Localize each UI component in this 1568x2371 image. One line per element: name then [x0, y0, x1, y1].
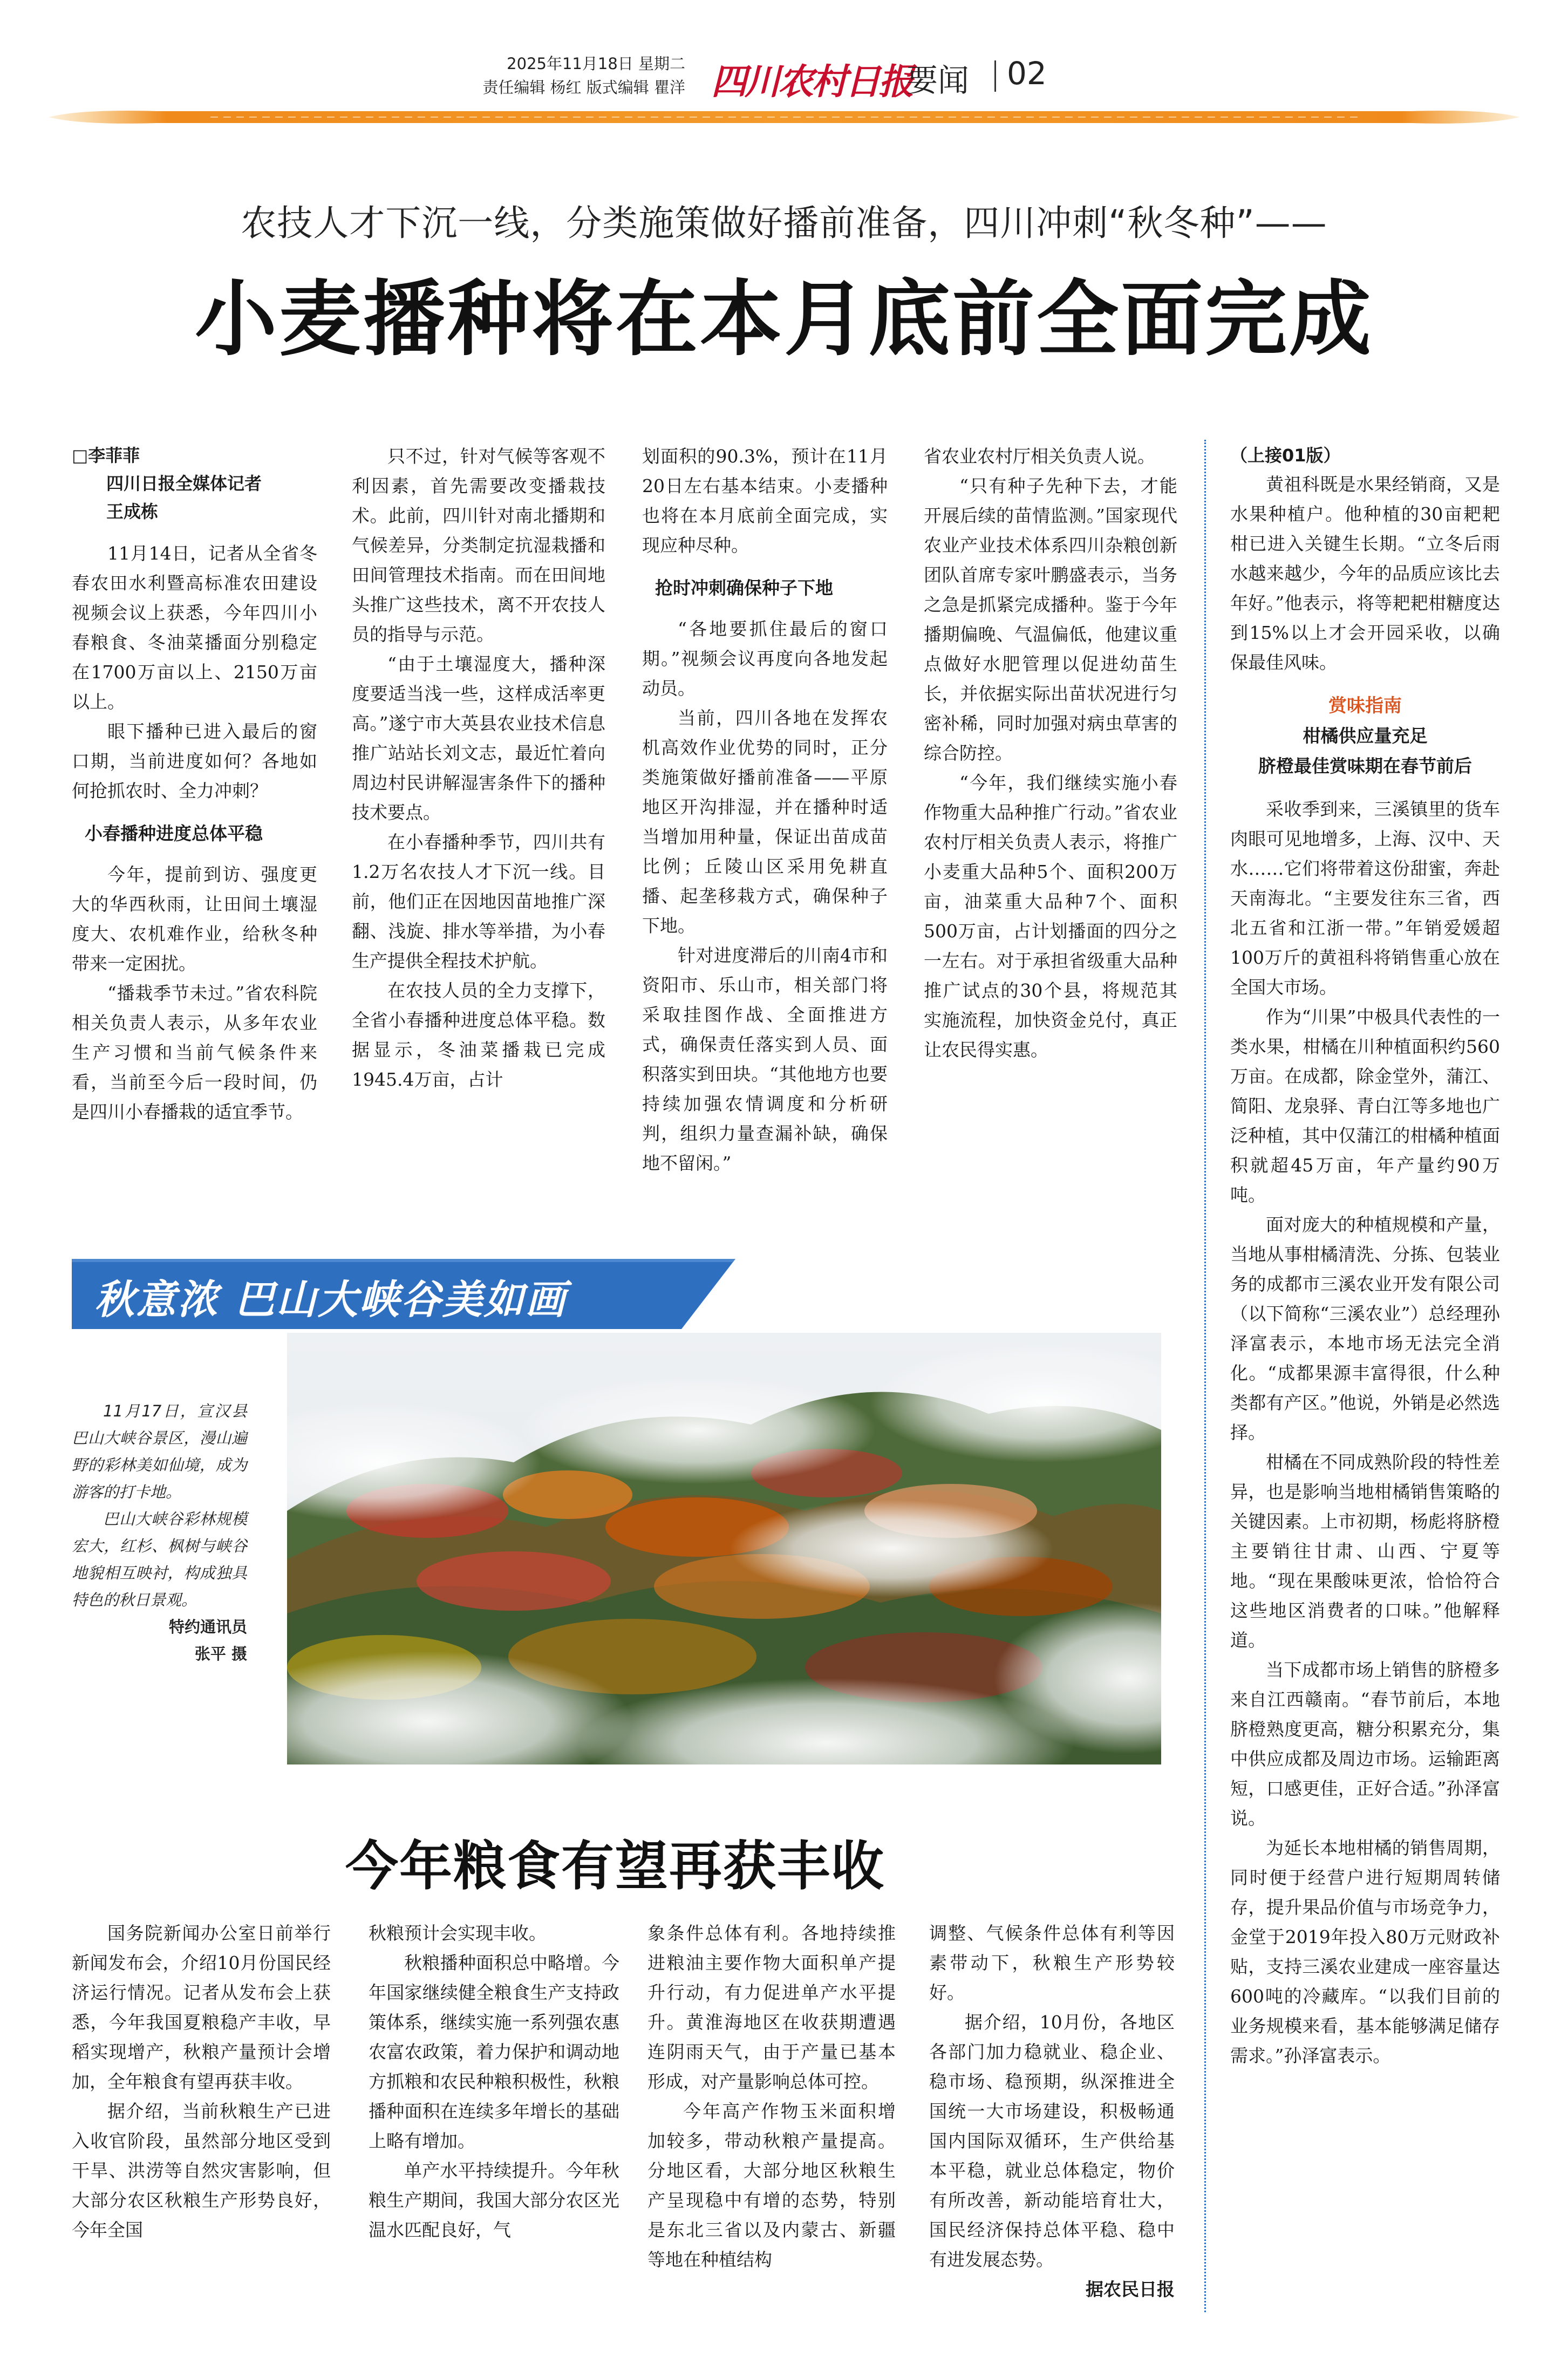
paragraph: “播栽季节未过。”省农科院相关负责人表示，从多年农业生产习惯和当前气候条件来看，当前至今后一段时间，仍是四川小春播栽的适宜季节。 [72, 983, 317, 1122]
photo-credit-name: 张平 摄 [194, 1645, 247, 1663]
paragraph: 柑橘在不同成熟阶段的特性差异，也是影响当地柑橘销售策略的关键因素。上市初期，杨彪将脐橙主要销往甘肃、山西、宁夏等地。“现在果酸味更浓，恰恰符合这些地区消费者的口味。”他解释道。 [1230, 1452, 1500, 1651]
paragraph: “各地要抓住最后的窗口期。”视频会议再度向各地发起动员。 [642, 618, 888, 699]
paragraph: 秋粮预计会实现丰收。 [369, 1923, 547, 1944]
article2-column-1 [72, 1918, 331, 2245]
photo-banner-title: 秋意浓 巴山大峡谷美如画 [94, 1277, 567, 1323]
paragraph: 作为“川果”中极具代表性的一类水果，柑橘在川种植面积约560万亩。在成都，除金堂外，蒲江、简阳、龙泉驿、青白江等多地也广泛种植，其中仅蒲江的柑橘种植面积就超45万亩，年产量约90万吨。 [1230, 1006, 1500, 1205]
paragraph: 省农业农村厅相关负责人说。 [924, 446, 1155, 467]
paragraph: 眼下播种已进入最后的窗口期，当前进度如何？各地如何抢抓农时、全力冲刺？ [72, 721, 317, 801]
paragraph: “只有种子先种下去，才能开展后续的苗情监测。”国家现代农业产业技术体系四川杂粮创新团队首席专家叶鹏盛表示，当务之急是抓紧完成播种。鉴于今年播期偏晚、气温偏低，他建议重点做好水肥管理以促进幼苗生长，并依据实际出苗状况进行匀密补稀，同时加强对病虫草害的综合防控。 [924, 475, 1177, 764]
headline-title: 小麦播种将在本月底前全面完成 [195, 271, 1373, 367]
issue-editors: 责任编辑 杨红 版式编辑 瞿洋 [482, 78, 685, 97]
byline-author-2: 王成栋 [106, 501, 159, 522]
photo-caption [72, 1398, 247, 1667]
photo-credit-role: 特约通讯员 [168, 1618, 247, 1636]
headline-kicker: 农技人才下沉一线，分类施策做好播前准备，四川冲刺“秋冬种”—— [241, 202, 1327, 244]
valley-photo [287, 1333, 1161, 1764]
section-divider [994, 60, 996, 92]
newspaper-logo: 四川农村日报 [711, 60, 912, 103]
paragraph: 象条件总体有利。各地持续推进粮油主要作物大面积单产提升行动，有力促进单产水平提升。黄淮海地区在收获期遭遇连阴雨天气，由于产量已基本形成，对产量影响总体可控。 [647, 1923, 896, 2092]
issue-date: 2025年11月18日 星期二 [507, 54, 685, 73]
column-divider [1204, 440, 1206, 2312]
masthead [0, 52, 1568, 103]
paragraph: 今年，提前到访、强度更大的华西秋雨，让田间土壤湿度大、农机难作业，给秋冬种带来一定困扰。 [72, 864, 317, 974]
paragraph: 据介绍，当前秋粮生产已进入收官阶段，虽然部分地区受到干旱、洪涝等自然灾害影响，但大部分农区秋粮生产形势良好，今年全国 [72, 2101, 331, 2240]
decorative-orange-band [49, 108, 1519, 126]
article2-source-credit: 据农民日报 [1086, 2279, 1175, 2300]
article2-column-4 [929, 1918, 1175, 2304]
paragraph: 当下成都市场上销售的脐橙多来自江西赣南。“春节前后，本地脐橙熟度更高，糖分积累充分，集中供应成都及周边市场。运输距离短，口感更佳，正好合适。”孙泽富说。 [1230, 1659, 1500, 1829]
sidebar-tag: 赏味指南 [1328, 695, 1402, 717]
article1-column-4 [924, 441, 1177, 1065]
paragraph: 今年高产作物玉米面积增加较多，带动秋粮产量提高。分地区看，大部分地区秋粮生产呈现稳中有增的态势，特别是东北三省以及内蒙古、新疆等地在种植结构 [647, 2101, 896, 2270]
subheading: 抢时冲刺确保种子下地 [655, 577, 833, 598]
sidebar-column [1230, 441, 1500, 2070]
paragraph: 划面积的90.3%，预计在11月20日左右基本结束。小麦播种也将在本月底前全面完成，实现应种尽种。 [642, 446, 888, 556]
paragraph: 针对进度滞后的川南4市和资阳市、乐山市，相关部门将采取挂图作战、全面推进方式，确保责任落实到人员、面积落实到田块。“其他地方也要持续加强农情调度和分析研判，组织力量查漏补缺，确保地不留闲。” [642, 945, 888, 1174]
byline-author: □李菲菲 [72, 445, 140, 466]
paragraph: 据介绍，10月份，各地区各部门加力稳就业、稳企业、稳市场、稳预期，纵深推进全国统一大市场建设，积极畅通国内国际双循环，生产供给基本平稳，就业总体稳定，物价有所改善，新动能培育壮大，国民经济保持总体平稳、稳中有进发展态势。 [929, 2012, 1175, 2270]
section-name: 要闻 [906, 62, 970, 99]
paragraph: 调整、气候条件总体有利等因素带动下，秋粮生产形势较好。 [929, 1923, 1175, 2003]
article1-column-1 [72, 441, 317, 1127]
issue-meta [442, 52, 685, 99]
paragraph: 黄祖科既是水果经销商，又是水果种植户。他种植的30亩耙耙柑已进入关键生长期。“立冬后雨水越来越少，今年的品质应该比去年好。”他表示，将等耙耙柑糖度达到15%以上才会开园采收，以确保最佳风味。 [1230, 474, 1500, 673]
article1-column-2 [352, 441, 605, 1094]
article2-column-3 [647, 1918, 896, 2274]
paragraph: 为延长本地柑橘的销售周期，同时便于经营户进行短期周转储存，提升果品价值与市场竞争力，金堂于2019年投入80万元财政补贴，支持三溪农业建成一座容量达600吨的冷藏库。“以我们目前的业务规模来看，基本能够满足储存需求。”孙泽富表示。 [1230, 1837, 1500, 2066]
paragraph: 国务院新闻办公室日前举行新闻发布会，介绍10月份国民经济运行情况。记者从发布会上获悉，今年我国夏粮稳产丰收，早稻实现增产，秋粮产量预计会增加，全年粮食有望再获丰收。 [72, 1923, 331, 2092]
paragraph: 11月14日，记者从全省冬春农田水利暨高标准农田建设视频会议上获悉，今年四川小春粮食、冬油菜播面分别稳定在1700万亩以上、2150万亩以上。 [72, 543, 317, 712]
caption-paragraph: 巴山大峡谷彩林规模宏大，红杉、枫树与峡谷地貌相互映衬，构成独具特色的秋日景观。 [72, 1510, 247, 1609]
paragraph: 采收季到来，三溪镇里的货车肉眼可见地增多，上海、汉中、天水……它们将带着这份甜蜜，奔赴天南海北。“主要发往东三省，西北五省和江浙一带。”年销爱媛超100万斤的黄祖科将销售重心放在全国大市场。 [1230, 799, 1500, 998]
paragraph: “今年，我们继续实施小春作物重大品种推广行动。”省农业农村厅相关负责人表示，将推广小麦重大品种5个、面积200万亩，油菜重大品种7个、面积500万亩，占计划播面的四分之一左右。对于承担省级重大品种推广试点的30个县，将规范其实施流程，加快资金兑付，真正让农民得实惠。 [924, 772, 1177, 1060]
paragraph: “由于土壤湿度大，播种深度要适当浅一些，这样成活率更高。”遂宁市大英县农业技术信息推广站站长刘文志，最近忙着向周边村民讲解湿害条件下的播种技术要点。 [352, 653, 605, 823]
paragraph: 只不过，针对气候等客观不利因素，首先需要改变播栽技术。此前，四川针对南北播期和气候差异，分类制定抗湿栽播和田间管理技术指南。而在田间地头推广这些技术，离不开农技人员的指导与示范。 [352, 446, 605, 645]
subheading: 小春播种进度总体平稳 [85, 823, 263, 844]
sidebar-subheading-2: 脐橙最佳赏味期在春节前后 [1258, 755, 1472, 776]
paragraph: 当前，四川各地在发挥农机高效作业优势的同时，正分类施策做好播前准备——平原地区开沟排湿，并在播种时适当增加用种量，保证出苗成苗比例；丘陵山区采用免耕直播、起垄移栽方式，确保种子下地。 [642, 707, 888, 936]
byline-org: 四川日报全媒体记者 [106, 473, 262, 494]
caption-paragraph: 11月17日，宣汉县巴山大峡谷景区，漫山遍野的彩林美如仙境，成为游客的打卡地。 [72, 1402, 247, 1501]
page-number: 02 [1007, 55, 1047, 92]
paragraph: 秋粮播种面积总中略增。今年国家继续健全粮食生产支持政策体系，继续实施一系列强农惠农富农政策，着力保护和调动地方抓粮和农民种粮积极性，秋粮播种面积在连续多年增长的基础上略有增加。 [369, 1952, 619, 2151]
continued-from: （上接01版） [1230, 445, 1341, 466]
paragraph: 面对庞大的种植规模和产量，当地从事柑橘清洗、分拣、包装业务的成都市三溪农业开发有限公司（以下简称“三溪农业”）总经理孙泽富表示，本地市场无法完全消化。“成都果源丰富得很，什么种类都有产区。”他说，外销是必然选择。 [1230, 1214, 1500, 1443]
article2-column-2 [369, 1918, 619, 2245]
article2-title: 今年粮食有望再获丰收 [345, 1836, 885, 1897]
sidebar-subheading-1: 柑橘供应量充足 [1303, 725, 1428, 746]
article1-column-3 [642, 441, 888, 1178]
paragraph: 单产水平持续提升。今年秋粮生产期间，我国大部分农区光温水匹配良好，气 [369, 2160, 619, 2240]
paragraph: 在小春播种季节，四川共有1.2万名农技人才下沉一线。目前，他们正在因地因苗地推广深翻、浅旋、排水等举措，为小春生产提供全程技术护航。 [352, 832, 605, 971]
paragraph: 在农技人员的全力支撑下，全省小春播种进度总体平稳。数据显示，冬油菜播栽已完成1945.4万亩，占计 [352, 980, 605, 1090]
